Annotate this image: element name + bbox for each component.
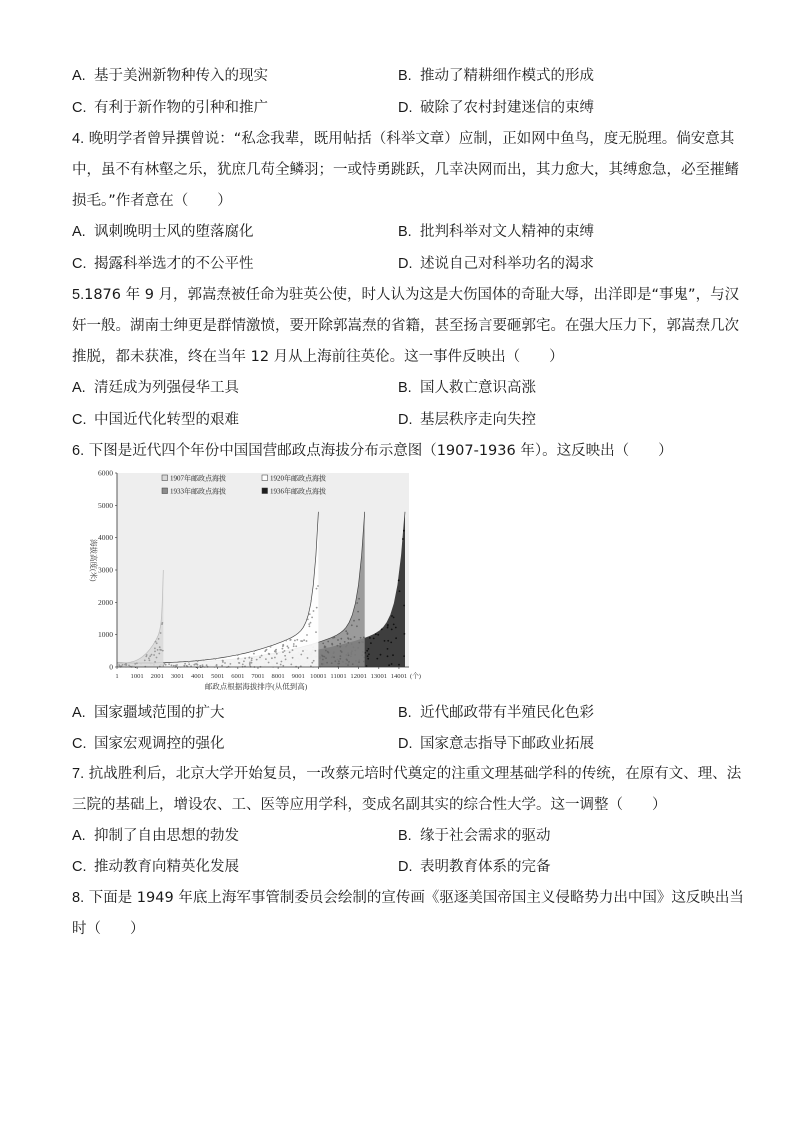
series-point	[390, 642, 392, 644]
series-point	[156, 657, 158, 659]
q7-option-d: D. 表明教育体系的完备	[398, 859, 551, 875]
x-tick-label: 4001	[190, 673, 205, 680]
series-point	[326, 662, 328, 664]
series-point	[154, 661, 156, 663]
series-point	[354, 636, 356, 638]
series-point	[358, 598, 360, 600]
series-point	[282, 648, 284, 650]
series-point	[158, 638, 160, 640]
series-point	[118, 664, 120, 666]
series-point	[292, 657, 294, 659]
series-point	[403, 605, 405, 607]
q5-stem-line-2: 奸一般。湖南士绅更是群情激愤，要开除郭嵩焘的省籍，甚至扬言要砸郭宅。在强大压力下，郭嵩焘几次	[72, 318, 739, 334]
series-point	[282, 645, 284, 647]
series-point	[393, 624, 395, 626]
series-point	[221, 665, 223, 667]
series-point	[322, 643, 324, 645]
series-point	[310, 622, 312, 624]
series-point	[290, 664, 292, 666]
series-point	[154, 651, 156, 653]
series-point	[160, 632, 162, 634]
series-point	[144, 660, 146, 662]
series-point	[243, 660, 245, 662]
series-point	[289, 651, 291, 653]
q5-stem-line-3: 推脱，都未获准，终在当年 12 月从上海前往英伦。这一事件反映出（ ）	[72, 349, 564, 365]
series-point	[340, 650, 342, 652]
series-point	[159, 649, 161, 651]
series-point	[360, 637, 362, 639]
series-point	[306, 634, 308, 636]
q4-stem-line-3: 损毛。”作者意在（ ）	[72, 193, 232, 209]
series-point	[161, 623, 163, 625]
series-point	[347, 642, 349, 644]
q4-option-a: A. 讽刺晚明士风的堕落腐化	[72, 224, 254, 240]
x-tick-label: 9001	[291, 673, 305, 680]
series-point	[402, 538, 404, 540]
series-point	[358, 661, 360, 663]
series-point	[380, 654, 382, 656]
series-point	[186, 665, 188, 667]
series-point	[358, 619, 360, 621]
series-point	[399, 590, 401, 592]
series-point	[275, 651, 277, 653]
series-point	[392, 654, 394, 656]
series-point	[151, 654, 153, 656]
series-point	[337, 645, 339, 647]
series-point	[122, 664, 124, 666]
y-tick-label: 0	[109, 662, 113, 672]
series-point	[369, 637, 371, 639]
series-point	[316, 588, 318, 590]
series-point	[387, 627, 389, 629]
q7-stem-line-2: 三院的基础上，增设农、工、医等应用学科，变成名副其实的综合性大学。这一调整（ ）	[72, 797, 667, 813]
x-axis-unit: (个)	[410, 673, 421, 680]
legend-swatch	[262, 475, 268, 481]
x-tick-label: 13001	[370, 673, 388, 680]
series-point	[348, 661, 350, 663]
series-point	[316, 607, 318, 609]
series-point	[368, 648, 370, 650]
series-point	[370, 642, 372, 644]
series-point	[331, 643, 333, 645]
y-axis-label: 海拔高度(米)	[89, 539, 98, 582]
series-point	[346, 659, 348, 661]
series-point	[356, 602, 358, 604]
series-point	[248, 657, 250, 659]
series-point	[280, 664, 282, 666]
series-point	[199, 665, 201, 667]
series-point	[237, 654, 239, 656]
series-point	[265, 649, 267, 651]
series-point	[398, 580, 400, 582]
series-point	[340, 638, 342, 640]
series-point	[351, 624, 353, 626]
y-tick-label: 4000	[98, 533, 113, 543]
series-point	[284, 650, 286, 652]
series-point	[404, 633, 406, 635]
series-point	[276, 662, 278, 664]
series-point	[293, 645, 295, 647]
series-point	[391, 663, 393, 665]
series-point	[300, 640, 302, 642]
series-point	[154, 648, 156, 650]
series-point	[265, 658, 267, 660]
series-point	[230, 663, 232, 665]
series-point	[188, 661, 190, 663]
q7-stem-line-1: 7. 抗战胜利后，北京大学开始复员，一改蔡元培时代奠定的注重文理基础学科的传统，在原有文、理、法	[72, 766, 742, 782]
series-point	[157, 649, 159, 651]
q3-option-a: A. 基于美洲新物种传入的现实	[72, 68, 268, 84]
series-point	[253, 653, 255, 655]
series-point	[325, 657, 327, 659]
series-point	[155, 641, 157, 643]
series-point	[296, 639, 298, 641]
series-point	[222, 660, 224, 662]
series-point	[376, 658, 378, 660]
series-point	[327, 641, 329, 643]
legend-swatch	[262, 488, 268, 494]
series-point	[357, 611, 359, 613]
series-point	[338, 663, 340, 665]
y-tick-label: 6000	[98, 468, 113, 478]
series-point	[268, 662, 270, 664]
legend-label: 1907年邮政点海拔	[170, 474, 226, 483]
x-tick-label: 14001	[390, 673, 408, 680]
series-point	[197, 660, 199, 662]
x-tick-label: 3001	[170, 673, 185, 680]
series-point	[381, 629, 383, 631]
series-point	[300, 654, 302, 656]
q6-option-c: C. 国家宏观调控的强化	[72, 736, 225, 752]
series-point	[153, 654, 155, 656]
series-point	[321, 663, 323, 665]
series-point	[306, 640, 308, 642]
series-point	[311, 617, 313, 619]
q6-option-d: D. 国家意志指导下邮政业拓展	[398, 736, 594, 752]
series-point	[345, 630, 347, 632]
series-point	[313, 610, 315, 612]
series-point	[309, 613, 311, 615]
series-point	[285, 659, 287, 661]
legend-label: 1933年邮政点海拔	[170, 487, 226, 496]
series-point	[215, 658, 217, 660]
series-point	[395, 627, 397, 629]
series-point	[333, 656, 335, 658]
series-point	[136, 662, 138, 664]
series-point	[310, 600, 312, 602]
x-axis-label: 邮政点根据海拔排序(从低到高)	[204, 682, 308, 691]
series-point	[403, 530, 405, 532]
series-point	[249, 664, 251, 666]
q5-option-c: C. 中国近代化转型的艰难	[72, 412, 239, 428]
series-point	[363, 637, 365, 639]
series-point	[244, 657, 246, 659]
x-tick-label: 1001	[130, 673, 144, 680]
series-point	[338, 660, 340, 662]
q5-stem-line-1: 5.1876 年 9 月，郭嵩焘被任命为驻英公使，时人认为这是大伤国体的奇耻大辱，出洋即是“事鬼”，与汉	[72, 287, 740, 303]
q4-stem-line-2: 中，虽不有林壑之乐，犹庶几苟全鳞羽；一或恃勇跳跃，几幸决网而出，其力愈大，其缚愈急，必至摧鳍	[72, 162, 739, 178]
legend-label: 1920年邮政点海拔	[270, 474, 326, 483]
series-point	[348, 654, 350, 656]
legend-swatch	[162, 488, 168, 494]
series-point	[377, 634, 379, 636]
series-point	[206, 664, 208, 666]
series-point	[294, 640, 296, 642]
altitude-distribution-chart	[88, 467, 421, 693]
series-point	[339, 658, 341, 660]
series-point	[375, 633, 377, 635]
x-tick-label: 11001	[330, 673, 347, 680]
q7-option-c: C. 推动教育向精英化发展	[72, 859, 239, 875]
series-point	[340, 655, 342, 657]
series-point	[203, 659, 205, 661]
legend-label: 1936年邮政点海拔	[270, 487, 326, 496]
series-point	[344, 641, 346, 643]
series-point	[315, 650, 317, 652]
series-point	[173, 665, 175, 667]
series-point	[387, 640, 389, 642]
x-tick-label: 10001	[310, 673, 327, 680]
series-point	[251, 662, 253, 664]
series-point	[216, 665, 218, 667]
series-point	[317, 585, 319, 587]
series-point	[339, 643, 341, 645]
series-point	[268, 653, 270, 655]
x-tick-label: 2001	[150, 673, 164, 680]
series-point	[289, 639, 291, 641]
series-point	[164, 663, 166, 665]
series-point	[348, 638, 350, 640]
series-point	[270, 646, 272, 648]
series-point	[282, 665, 284, 667]
series-point	[162, 650, 164, 652]
q4-option-d: D. 述说自己对科举功名的渴求	[398, 256, 594, 272]
series-point	[249, 662, 251, 664]
q8-stem-line-2: 时（ ）	[72, 921, 145, 937]
series-point	[308, 623, 310, 625]
series-point	[253, 650, 255, 652]
q3-option-d: D. 破除了农村封建迷信的束缚	[398, 100, 594, 116]
series-point	[311, 662, 313, 664]
series-point	[368, 653, 370, 655]
series-point	[324, 645, 326, 647]
series-point	[325, 650, 327, 652]
series-point	[334, 660, 336, 662]
series-point	[339, 646, 341, 648]
series-point	[168, 663, 170, 665]
series-point	[366, 650, 368, 652]
series-point	[347, 664, 349, 666]
series-point	[202, 664, 204, 666]
x-tick-label: 7001	[251, 673, 265, 680]
q6-option-b: B. 近代邮政带有半殖民化色彩	[398, 705, 594, 721]
series-point	[332, 637, 334, 639]
series-point	[224, 662, 226, 664]
series-point	[363, 661, 365, 663]
q5-option-b: B. 国人救亡意识高涨	[398, 380, 536, 396]
series-point	[387, 655, 389, 657]
series-point	[303, 639, 305, 641]
series-point	[282, 651, 284, 653]
series-point	[259, 656, 261, 658]
series-point	[347, 632, 349, 634]
x-tick-label: 12001	[350, 673, 367, 680]
series-point	[367, 655, 369, 657]
q8-stem-line-1: 8. 下面是 1949 年底上海军事管制委员会绘制的宣传画《驱逐美国帝国主义侵略势力出中国》这反映出当	[72, 890, 744, 906]
x-tick-label: 5001	[211, 673, 225, 680]
series-point	[148, 657, 150, 659]
y-tick-label: 3000	[98, 565, 113, 575]
series-point	[388, 664, 390, 666]
q4-stem-line-1: 4. 晚明学者曾异撰曾说：“私念我辈，既用帖括（科举文章）应制，正如网中鱼鸟，度无脱理。倘安意其	[72, 131, 735, 147]
x-tick-label: 6001	[231, 673, 245, 680]
series-point	[391, 629, 393, 631]
series-point	[331, 662, 333, 664]
series-point	[313, 660, 315, 662]
series-point	[358, 642, 360, 644]
series-point	[302, 650, 304, 652]
series-point	[337, 639, 339, 641]
series-point	[307, 619, 309, 621]
series-point	[125, 663, 127, 665]
series-point	[295, 645, 297, 647]
series-point	[353, 620, 355, 622]
q4-option-c: C. 揭露科举选才的不公平性	[72, 256, 254, 272]
series-point	[194, 664, 196, 666]
q4-option-b: B. 批判科举对文人精神的束缚	[398, 224, 594, 240]
series-point	[149, 659, 151, 661]
q6-stem: 6. 下图是近代四个年份中国国营邮政点海拔分布示意图（1907-1936 年）。这反映出（ ）	[72, 443, 673, 459]
x-tick-label: 8001	[271, 673, 285, 680]
series-point	[284, 655, 286, 657]
series-point	[134, 663, 136, 665]
series-point	[367, 658, 369, 660]
series-point	[183, 665, 185, 667]
series-point	[356, 625, 358, 627]
series-point	[307, 657, 309, 659]
series-point	[238, 657, 240, 659]
series-point	[387, 624, 389, 626]
q3-option-b: B. 推动了精耕细作模式的形成	[398, 68, 594, 84]
series-point	[391, 615, 393, 617]
series-point	[393, 617, 395, 619]
series-point	[156, 642, 158, 644]
q6-option-a: A. 国家疆域范围的扩大	[72, 705, 225, 721]
series-point	[288, 647, 290, 649]
x-tick-label: 1	[115, 673, 119, 680]
series-point	[285, 640, 287, 642]
series-point	[128, 665, 130, 667]
series-point	[251, 659, 253, 661]
series-point	[287, 645, 289, 647]
series-point	[261, 655, 263, 657]
series-point	[242, 664, 244, 666]
y-tick-label: 5000	[98, 500, 113, 510]
y-tick-label: 1000	[98, 630, 113, 640]
series-point	[256, 659, 258, 661]
series-point	[403, 655, 405, 657]
series-point	[395, 637, 397, 639]
legend-swatch	[162, 475, 168, 481]
series-point	[352, 663, 354, 665]
y-tick-label: 2000	[98, 597, 113, 607]
q7-option-b: B. 缘于社会需求的驱动	[398, 828, 551, 844]
series-point	[384, 640, 386, 642]
series-point	[238, 662, 240, 664]
series-point	[184, 663, 186, 665]
series-point	[293, 643, 295, 645]
series-point	[146, 654, 148, 656]
series-point	[158, 653, 160, 655]
q7-option-a: A. 抑制了自由思想的勃发	[72, 828, 239, 844]
series-point	[327, 651, 329, 653]
series-point	[309, 625, 311, 627]
series-point	[350, 638, 352, 640]
series-point	[159, 646, 161, 648]
series-point	[281, 661, 283, 663]
series-point	[323, 656, 325, 658]
series-point	[125, 664, 127, 666]
series-point	[322, 659, 324, 661]
series-point	[251, 658, 253, 660]
series-point	[315, 631, 317, 633]
series-point	[171, 664, 173, 666]
series-point	[292, 649, 294, 651]
q3-option-c: C. 有利于新作物的引种和推广	[72, 100, 268, 116]
series-point	[387, 648, 389, 650]
series-point	[398, 664, 400, 666]
series-point	[274, 657, 276, 659]
series-point	[373, 638, 375, 640]
series-point	[188, 663, 190, 665]
q5-option-d: D. 基层秩序走向失控	[398, 412, 536, 428]
series-point	[271, 657, 273, 659]
series-point	[149, 655, 151, 657]
q5-option-a: A. 清廷成为列强侵华工具	[72, 380, 239, 396]
series-point	[276, 653, 278, 655]
